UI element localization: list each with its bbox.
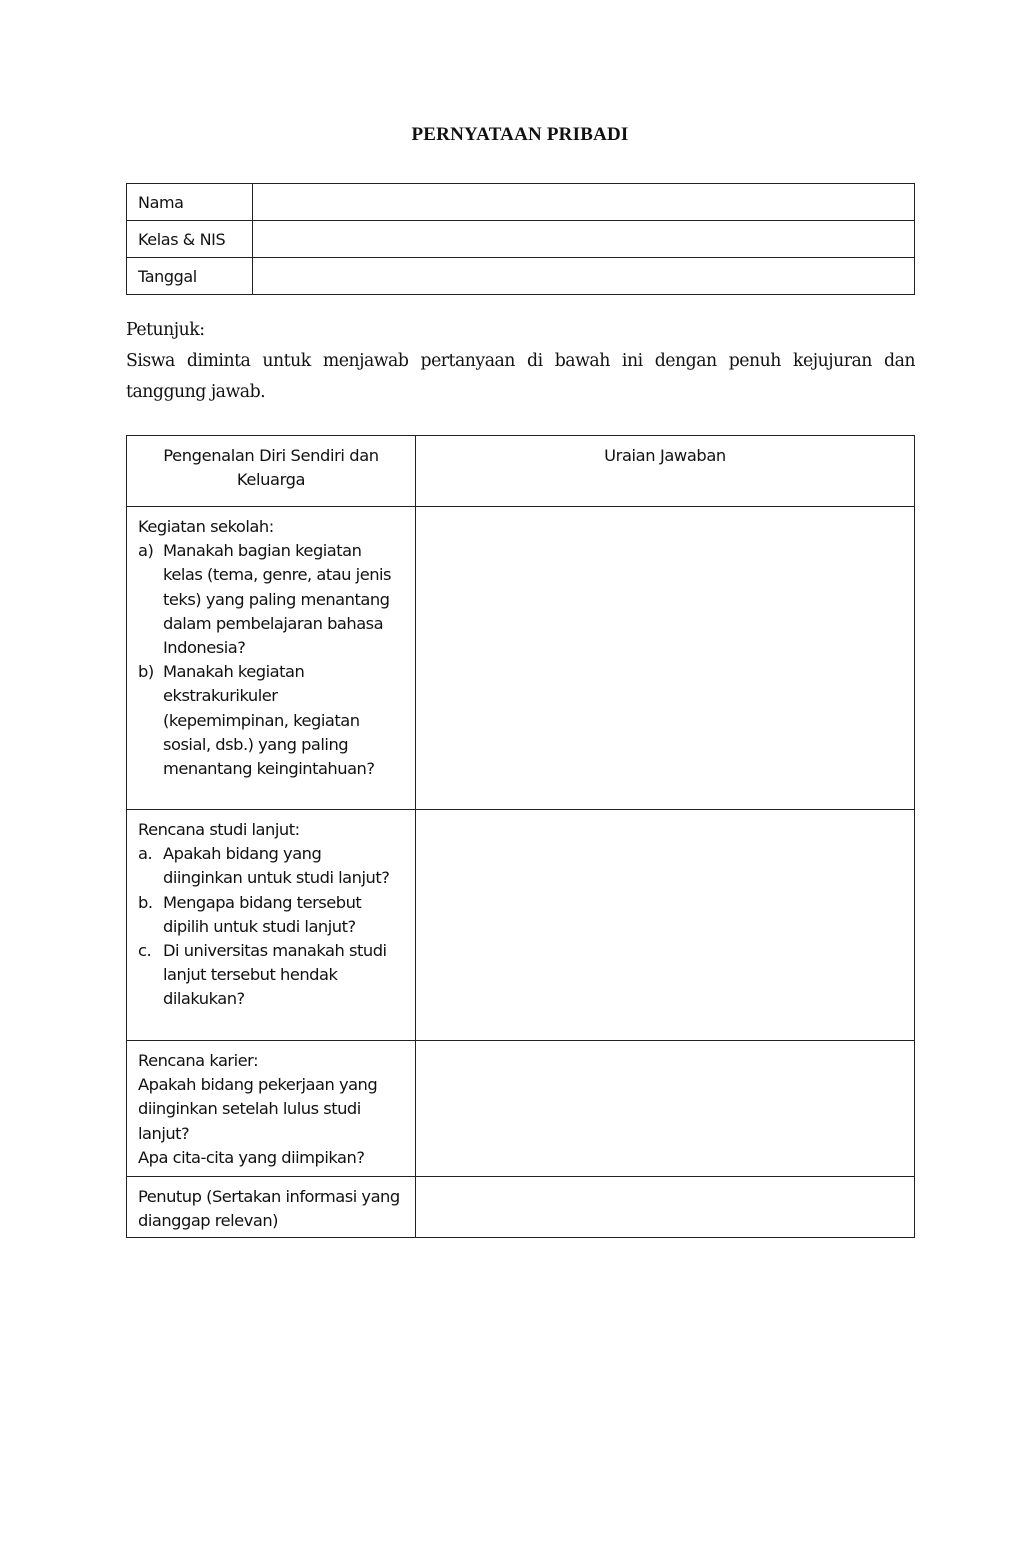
- list-marker: b): [138, 662, 154, 682]
- nama-field[interactable]: [253, 184, 915, 221]
- list-item: [138, 891, 403, 939]
- table-row-rencana-studi: [127, 810, 915, 1041]
- identity-label: Tanggal: [127, 258, 253, 295]
- question-text: Di universitas manakah studi lanjut tersebut hendak dilakukan?: [163, 941, 387, 1009]
- question-text: Mengapa bidang tersebut dipilih untuk studi lanjut?: [163, 892, 362, 936]
- section-heading: Rencana studi lanjut:: [138, 820, 300, 839]
- instructions: [126, 315, 915, 408]
- identity-row-nama: [127, 184, 915, 221]
- section-heading: Kegiatan sekolah:: [138, 517, 274, 536]
- list-marker: c.: [138, 941, 152, 961]
- instructions-heading: Petunjuk:: [126, 320, 205, 340]
- column-header-topic: Pengenalan Diri Sendiri dan Keluarga: [127, 436, 416, 507]
- list-item: [138, 660, 403, 781]
- question-cell: [127, 810, 416, 1041]
- question-table-header: [127, 436, 915, 507]
- question-text: Apakah bidang yang diinginkan untuk studi lanjut?: [163, 844, 390, 888]
- question-cell: [127, 1041, 416, 1177]
- answer-cell-karier[interactable]: [416, 1041, 915, 1177]
- question-list: [138, 539, 403, 781]
- list-item: [138, 539, 403, 660]
- list-marker: a): [138, 541, 154, 561]
- table-row-rencana-karier: [127, 1041, 915, 1177]
- list-item: [138, 939, 403, 1012]
- list-item: [138, 842, 403, 890]
- column-header-answer: Uraian Jawaban: [416, 436, 915, 507]
- question-text: Manakah bagian kegiatan kelas (tema, genre, atau jenis teks) yang paling menantang dalam pembelajaran bahasa Indonesia?: [163, 541, 392, 658]
- question-list: [138, 842, 403, 1011]
- section-heading: Rencana karier:: [138, 1051, 259, 1070]
- identity-label: Nama: [127, 184, 253, 221]
- answer-cell-sekolah[interactable]: [416, 507, 915, 810]
- question-cell: [127, 1177, 416, 1238]
- identity-table: [126, 183, 915, 295]
- page-title: PERNYATAAN PRIBADI: [411, 124, 629, 145]
- question-text: Apakah bidang pekerjaan yang diinginkan setelah lulus studi lanjut?: [138, 1075, 378, 1143]
- instructions-text: Siswa diminta untuk menjawab pertanyaan di bawah ini dengan penuh kejujuran dan tanggung jawab.: [126, 351, 915, 402]
- table-row-penutup: [127, 1177, 915, 1238]
- kelas-nis-field[interactable]: [253, 221, 915, 258]
- list-marker: a.: [138, 844, 153, 864]
- identity-row-tanggal: [127, 258, 915, 295]
- question-cell: [127, 507, 416, 810]
- identity-label: Kelas & NIS: [127, 221, 253, 258]
- question-text: Manakah kegiatan ekstrakurikuler (kepemimpinan, kegiatan sosial, dsb.) yang paling menantang keingintahuan?: [163, 662, 375, 779]
- question-table: [126, 435, 915, 1238]
- answer-cell-studi[interactable]: [416, 810, 915, 1041]
- section-heading: Penutup (Sertakan informasi yang dianggap relevan): [138, 1187, 400, 1231]
- identity-row-kelas: [127, 221, 915, 258]
- question-text: Apa cita-cita yang diimpikan?: [138, 1147, 365, 1167]
- table-row-kegiatan-sekolah: [127, 507, 915, 810]
- answer-cell-penutup[interactable]: [416, 1177, 915, 1238]
- tanggal-field[interactable]: [253, 258, 915, 295]
- list-marker: b.: [138, 892, 153, 912]
